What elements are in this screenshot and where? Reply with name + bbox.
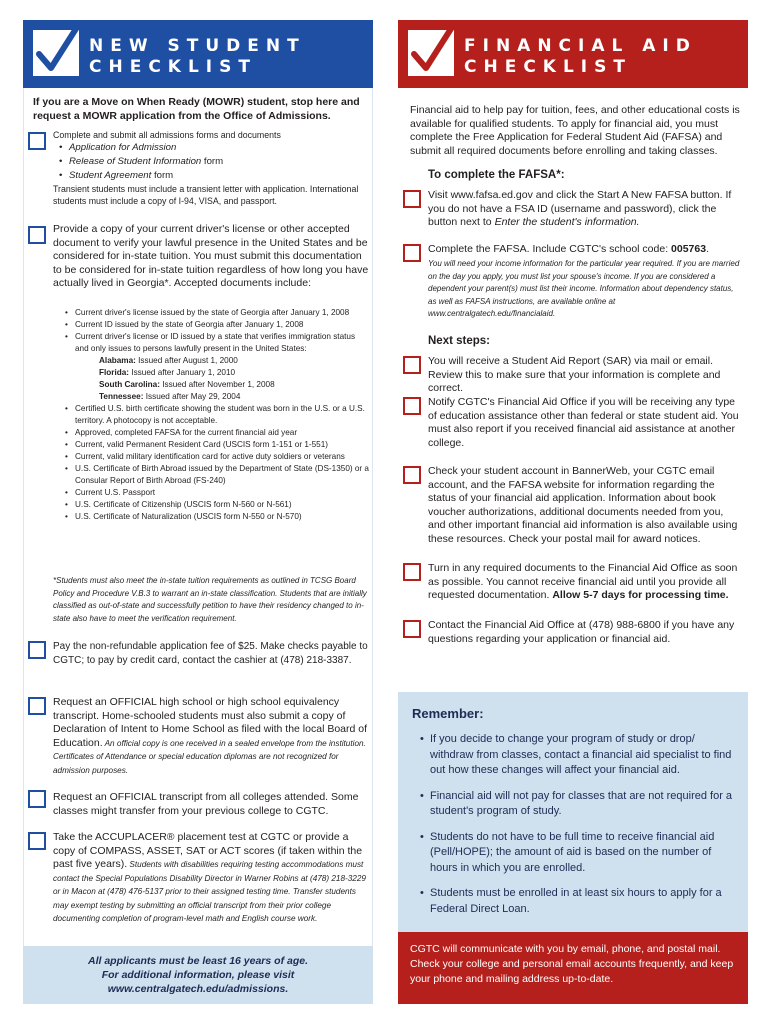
- item-notify-office: Notify CGTC's Financial Aid Office if you will be receiving any type of education assistance other than federal or state student aid. You must also report if you received financial aid assistance at another college.: [428, 396, 739, 449]
- item-text: Complete and submit all admissions forms and documents: [53, 130, 281, 140]
- list-item: • Application for Admission: [59, 141, 365, 155]
- item-bannerweb: Check your student account in BannerWeb, your CGTC email account, and the FAFSA website for information regarding the status of your financial aid application. Information about book voucher authorizations, additional documents needed from you, and other important financial aid information is also available using these resources. Check your postal mail for award notices.: [428, 465, 738, 545]
- list-item: • Current, valid Permanent Resident Card (USCIS form 1-151 or 1-551): [65, 439, 369, 451]
- list-item: • Students do not have to be full time to receive financial aid (Pell/HOPE); the amount of aid is based on the number of hours in which you are enrolled.: [420, 830, 738, 877]
- item-contact-office: Contact the Financial Aid Office at (478) 988-6800 if you have any questions regarding your application or financial aid.: [428, 619, 735, 645]
- new-student-checklist: [23, 20, 373, 1004]
- documents-list: [65, 307, 369, 355]
- fafsa-income-note: You will need your income information for the particular year required. If you are married on the day you apply, you must list your spouse's income. If you are considered a dependent your parent(s) must list their income. Information about dependency status, as well as FAFSA instructions, are available online at www.centralgatech.edu/financialaid.: [428, 259, 740, 319]
- more-info-text: For additional information, please visit: [101, 969, 295, 981]
- remember-list: [420, 732, 738, 927]
- admissions-footer: [23, 946, 373, 1004]
- title-line-1: FINANCIAL AID: [464, 36, 697, 56]
- state-alabama: Alabama: Issued after August 1, 2000: [99, 356, 238, 365]
- financial-aid-intro: Financial aid to help pay for tuition, fees, and other educational costs is available for qualified students. To apply for financial aid, you must complete the Free Application for Federal Student Aid (FAFSA) and submit all required documents before enrolling and taking classes.: [410, 104, 740, 157]
- remember-heading: Remember:: [412, 706, 484, 721]
- item-complete-fafsa: Complete the FAFSA. Include CGTC's school code: 005763.: [428, 243, 709, 255]
- list-item: • Current driver's license or ID issued by a state that verifies immigration status and only issues to persons lawfully present in the United States:: [65, 331, 369, 355]
- checkbox-visit-fafsa[interactable]: [403, 190, 421, 208]
- checkbox-application-fee[interactable]: [28, 641, 46, 659]
- age-requirement: All applicants must be least 16 years of age.: [87, 955, 308, 967]
- financial-aid-title: [464, 36, 697, 78]
- checkbox-complete-fafsa[interactable]: [403, 244, 421, 262]
- item-required-documents: Turn in any required documents to the Financial Aid Office as soon as possible. You cannot receive financial aid until you provide all requested documentation. Allow 5-7 days for processing time.: [428, 562, 738, 601]
- communication-footer: [398, 932, 748, 1004]
- list-item: • U.S. Certificate of Citizenship (USCIS form N-560 or N-561): [65, 499, 369, 511]
- in-state-footnote: *Students must also meet the in-state tuition requirements as outlined in TCSG Board Policy and Procedure V.B.3 to warrant an in-state classification. Students that are initially classified as out-of-state and successfully petition to have their residency changed to in-state also have to meet the verification requirement.: [53, 576, 367, 623]
- item-visit-fafsa: Visit www.fafsa.ed.gov and click the Start A New FAFSA button. If you do not have a FSA ID (username and password), click the button next to Enter the student's information.: [428, 189, 732, 228]
- checkbox-contact-office[interactable]: [403, 620, 421, 638]
- list-item: • Release of Student Information form: [59, 155, 365, 169]
- checkbox-college-transcript[interactable]: [28, 790, 46, 808]
- checkbox-required-documents[interactable]: [403, 563, 421, 581]
- fafsa-heading: To complete the FAFSA*:: [428, 169, 565, 181]
- next-steps-heading: Next steps:: [428, 335, 490, 347]
- checkbox-logo-icon: [408, 30, 454, 76]
- transient-note: Transient students must include a transient letter with application. International students must include a copy of I-94, VISA, and passport.: [53, 184, 359, 206]
- list-item: • Current driver's license issued by the state of Georgia after January 1, 2008: [65, 307, 369, 319]
- list-item: • Financial aid will not pay for classes that are not required for a student's program of study.: [420, 789, 738, 820]
- new-student-header: [23, 20, 373, 88]
- list-item: • Current, valid military identification card for active duty soldiers or veterans: [65, 451, 369, 463]
- documents-list-2: [65, 403, 369, 523]
- list-item: • If you decide to change your program of study or drop/ withdraw from classes, contact a financial aid specialist to find out how these changes will affect your financial aid.: [420, 732, 738, 779]
- list-item: • Certified U.S. birth certificate showing the student was born in the U.S. or a U.S. territory. A photocopy is not acceptable.: [65, 403, 369, 427]
- financial-aid-checklist: [398, 20, 748, 1004]
- financial-aid-header: [398, 20, 748, 88]
- admissions-footer-text: [23, 954, 373, 996]
- accepted-documents: [65, 307, 369, 523]
- checkbox-logo-icon: [33, 30, 79, 76]
- admissions-link[interactable]: www.centralgatech.edu/admissions.: [107, 983, 289, 995]
- title-line-1: NEW STUDENT: [89, 36, 306, 56]
- remember-box: [398, 692, 748, 932]
- checkbox-lawful-presence[interactable]: [28, 226, 46, 244]
- checkbox-high-school-transcript[interactable]: [28, 697, 46, 715]
- checkbox-placement-test[interactable]: [28, 832, 46, 850]
- item-sar: You will receive a Student Aid Report (SAR) via mail or email. Review this to make sure that your information is complete and correct.: [428, 355, 721, 394]
- list-item: • Current ID issued by the state of Georgia after January 1, 2008: [65, 319, 369, 331]
- mowr-notice: If you are a Move on When Ready (MOWR) student, stop here and request a MOWR application from the Office of Admissions.: [33, 96, 360, 122]
- checkbox-notify-office[interactable]: [403, 397, 421, 415]
- checkbox-admission-forms[interactable]: [28, 132, 46, 150]
- checkbox-bannerweb[interactable]: [403, 466, 421, 484]
- new-student-title: [89, 36, 306, 78]
- checkbox-sar[interactable]: [403, 356, 421, 374]
- item-admission-forms: [53, 129, 365, 207]
- list-item: • Current U.S. Passport: [65, 487, 369, 499]
- item-high-school-transcript: Request an OFFICIAL high school or high school equivalency transcript. Home-schooled students must also submit a copy of Declaration of Intent to Home School as filed with the local Board of Education. An official copy is one received in a sealed envelope from the institution. Certificates of Attendance or special education diplomas are not recognized for admission purposes.: [53, 696, 368, 775]
- item-placement-test: Take the ACCUPLACER® placement test at CGTC or provide a copy of COMPASS, ASSET, SAT or ACT scores (if taken within the past five years). Students with disabilities requiring testing accommodations must contact the Special Populations Disability Director in Warner Robins at (478) 218-3229 or in Macon at (478) 476-5137 prior to their assigned testing time. Transfer students may exempt testing by submitting an official transcript from their prior college documenting completion of program-level math and English course work.: [53, 831, 366, 923]
- state-south-carolina: South Carolina: Issued after November 1, 2008: [99, 380, 275, 389]
- state-florida: Florida: Issued after January 1, 2010: [99, 368, 236, 377]
- item-college-transcript: Request an OFFICIAL transcript from all colleges attended. Some classes might transfer from your previous college to CGTC.: [53, 791, 359, 817]
- item-application-fee: Pay the non-refundable application fee of $25. Make checks payable to CGTC; to pay by credit card, contact the cashier at (478) 218-3387.: [53, 641, 368, 666]
- list-item: • Students must be enrolled in at least six hours to apply for a Federal Direct Loan.: [420, 886, 738, 917]
- admission-forms-list: [59, 141, 365, 183]
- title-line-2: CHECKLIST: [89, 57, 257, 77]
- communication-footer-text: CGTC will communicate with you by email, phone, and postal mail. Check your college and personal email accounts frequently, and keep your phone and mailing address up-to-date.: [410, 943, 734, 985]
- list-item: • Student Agreement form: [59, 169, 365, 183]
- title-line-2: CHECKLIST: [464, 57, 632, 77]
- list-item: • U.S. Certificate of Birth Abroad issued by the Department of State (DS-1350) or a Consular Report of Birth Abroad (FS-240): [65, 463, 369, 487]
- state-tennessee: Tennessee: Issued after May 29, 2004: [99, 392, 241, 401]
- item-lawful-presence: Provide a copy of your current driver's license or other accepted document to verify your lawful presence in the United States and be considered for in-state tuition. You must submit this documentation to be considered for in-state tuition regardless of how long you have actually lived in Georgia*. Accepted documents include:: [53, 223, 369, 289]
- list-item: • U.S. Certificate of Naturalization (USCIS form N-550 or N-570): [65, 511, 369, 523]
- list-item: • Approved, completed FAFSA for the current financial aid year: [65, 427, 369, 439]
